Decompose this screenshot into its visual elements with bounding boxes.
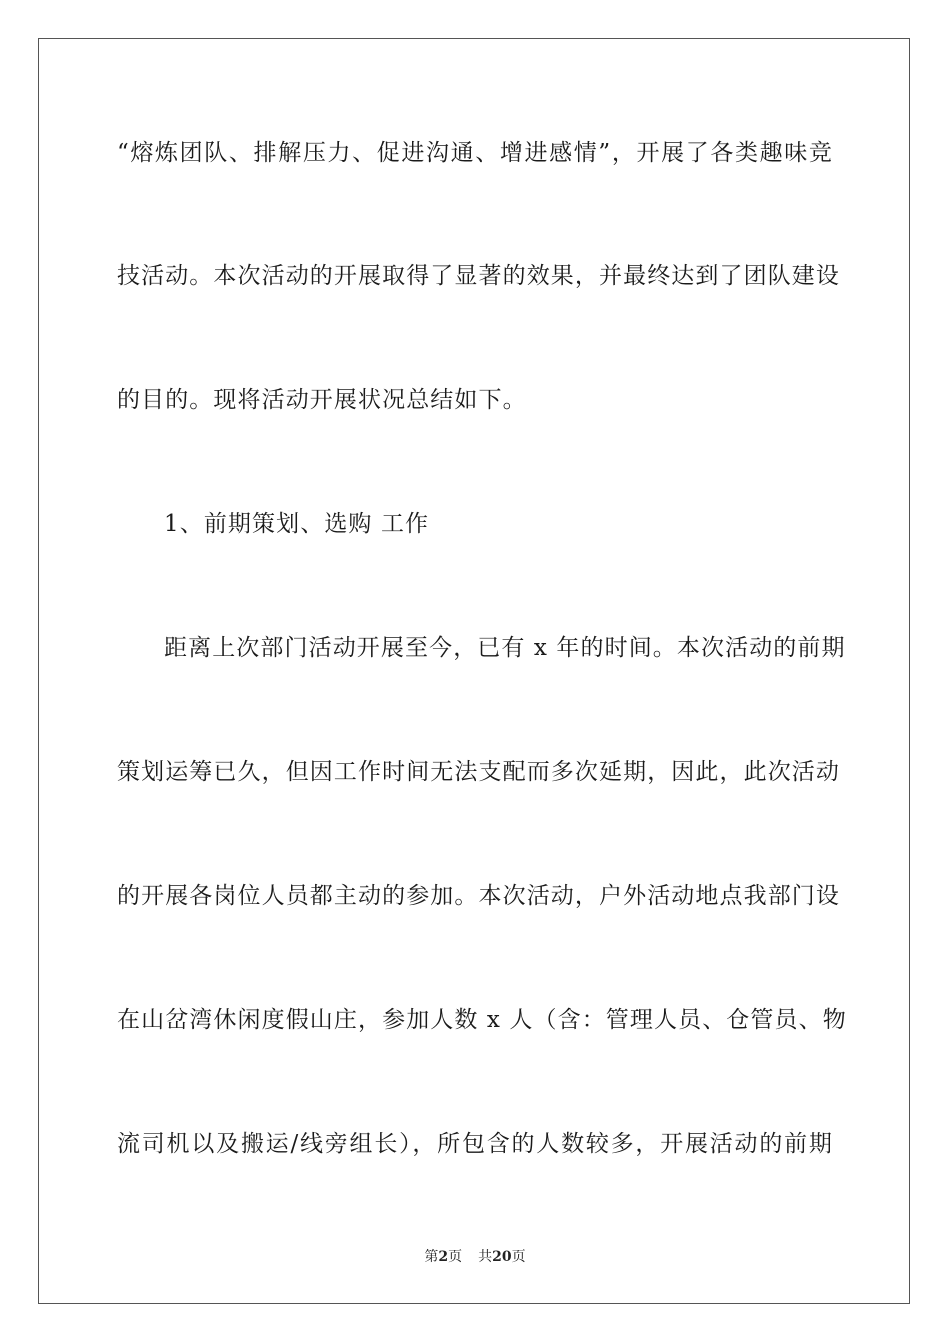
body-line-9: 流司机以及搬运/线旁组长），所包含的人数较多，开展活动的前期 [117,1131,833,1157]
footer-page-prefix: 第 [424,1249,439,1265]
footer-total-suffix: 页 [511,1249,526,1265]
footer-page-number: 2 [438,1249,449,1265]
body-line-7: 的开展各岗位人员都主动的参加。本次活动，户外活动地点我部门设 [117,883,840,909]
body-line-2: 技活动。本次活动的开展取得了显著的效果，并最终达到了团队建设 [117,263,840,289]
footer-total-pages: 20 [492,1249,512,1265]
page-footer [0,1248,950,1266]
page-frame [38,38,910,1304]
body-line-3: 的目的。现将活动开展状况总结如下。 [117,387,527,413]
footer-total-prefix: 共 [478,1249,493,1265]
body-line-8: 在山岔湾休闲度假山庄，参加人数 x 人（含：管理人员、仓管员、物 [117,1007,847,1033]
body-line-6: 策划运筹已久，但因工作时间无法支配而多次延期，因此，此次活动 [117,759,840,785]
body-line-5: 距离上次部门活动开展至今，已有 x 年的时间。本次活动的前期 [164,635,846,661]
body-line-1: “熔炼团队、排解压力、促进沟通、增进感情”，开展了各类趣味竞 [117,140,833,166]
section-heading: 1、前期策划、选购 工作 [164,511,430,537]
footer-page-suffix: 页 [448,1249,463,1265]
